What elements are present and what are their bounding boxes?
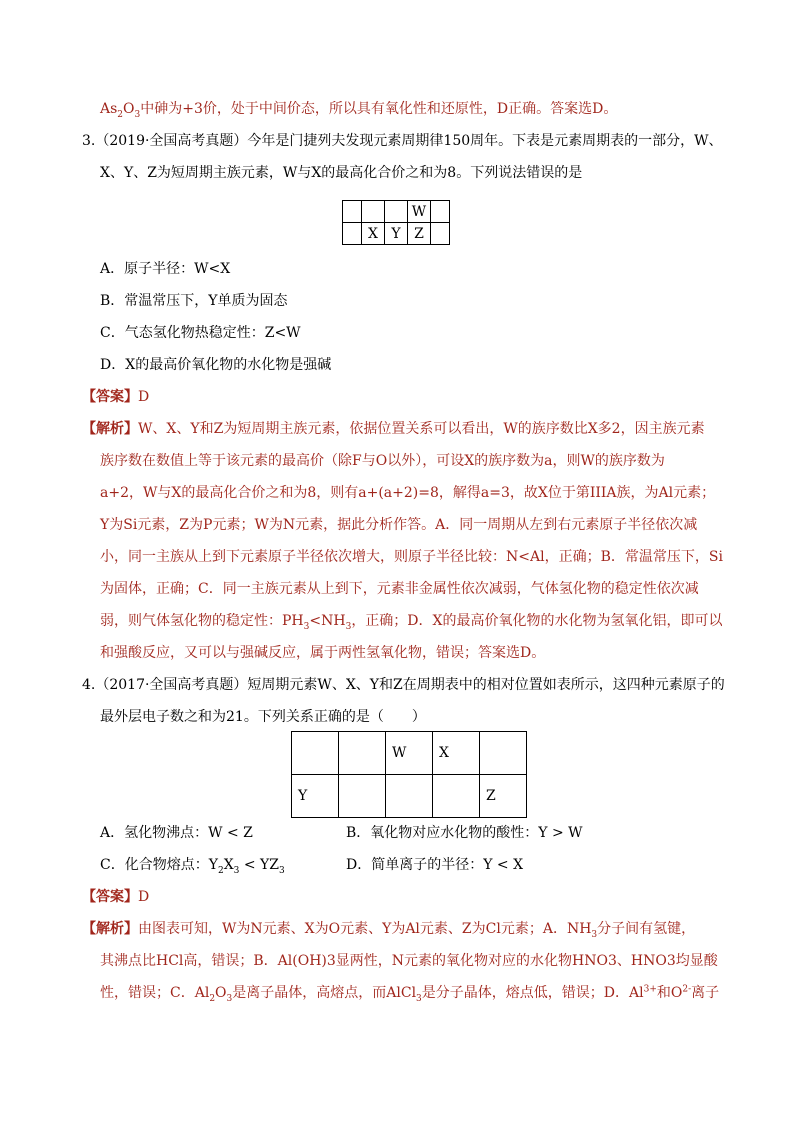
q4-cell bbox=[292, 732, 339, 775]
q3-answer bbox=[82, 386, 149, 408]
q3-cell-x: X bbox=[362, 223, 385, 245]
q3-cell bbox=[362, 201, 385, 223]
q4-option-d: D．简单离子的半径：Y < X bbox=[346, 857, 524, 873]
q4-cell-z: Z bbox=[480, 775, 527, 818]
q3-analysis-line-1: 【解析】W、X、Y和Z为短周期主族元素，依据位置关系可以看出，W的族序数比X多2，因主族元素 bbox=[82, 421, 705, 437]
q4-option-a: A．氢化物沸点：W < Z bbox=[100, 825, 253, 841]
answer-tag: 【答案】 bbox=[82, 389, 138, 405]
q3-cell bbox=[343, 201, 362, 223]
analysis-tag: 【解析】 bbox=[82, 921, 138, 937]
q3-cell-z: Z bbox=[408, 223, 431, 245]
q3-option-c: C．气态氢化物热稳定性：Z<W bbox=[100, 325, 301, 341]
q4-stem-line-1: 4.（2017·全国高考真题）短周期元素W、X、Y和Z在周期表中的相对位置如表所示，这四种元素原子的 bbox=[82, 677, 725, 693]
q3-cell bbox=[431, 201, 450, 223]
q3-periodic-table bbox=[342, 200, 450, 245]
q4-cell-w: W bbox=[386, 732, 433, 775]
prev-answer-line: $As_2O_3$中砷为+3价，处于中间价态，所以具有氧化性和还原性，D正确。答案选D。 bbox=[100, 101, 618, 120]
q3-analysis-line-6: 为固体，正确；C．同一主族元素从上到下，元素非金属性依次减弱，气体氢化物的稳定性依次减 bbox=[100, 581, 699, 597]
q4-cell bbox=[480, 732, 527, 775]
q4-option-c: C．化合物熔点：$Y_2X_3 < YZ_3$ bbox=[100, 857, 285, 876]
q4-cell bbox=[386, 775, 433, 818]
q4-analysis-line-2: 其沸点比HCl高，错误；B．Al(OH)3显两性，N元素的氧化物对应的水化物HNO3、HNO3均显酸 bbox=[100, 953, 718, 969]
q3-analysis-line-3: a+2，W与X的最高化合价之和为8，则有a+(a+2)=8，解得a=3，故X位于第IIIA族，为Al元素； bbox=[100, 485, 716, 501]
q3-cell-y: Y bbox=[385, 223, 408, 245]
q4-analysis-line-3: 性，错误；C．$Al_2O_3$是离子晶体，高熔点，而AlCl$_3$是分子晶体，熔点低，错误；D．$Al^{3+}$和$O^{2-}$离子 bbox=[100, 984, 720, 1004]
q4-option-b: B．氧化物对应水化物的酸性：Y > W bbox=[346, 825, 583, 841]
q4-cell-y: Y bbox=[292, 775, 339, 818]
q3-analysis-line-5: 小，同一主族从上到下元素原子半径依次增大，则原子半径比较：N<Al，正确；B．常温常压下，Si bbox=[100, 549, 723, 565]
q3-stem-line-1: 3.（2019·全国高考真题）今年是门捷列夫发现元素周期律150周年。下表是元素周期表的一部分，W、 bbox=[82, 133, 723, 149]
q3-option-d: D．X的最高价氧化物的水化物是强碱 bbox=[100, 357, 332, 373]
q3-cell bbox=[385, 201, 408, 223]
q3-analysis-line-7: 弱，则气体氢化物的稳定性：$PH_3<NH_3$，正确；D．X的最高价氧化物的水化物为氢氧化铝，即可以 bbox=[100, 613, 723, 632]
q3-cell bbox=[343, 223, 362, 245]
q4-cell bbox=[339, 732, 386, 775]
q3-option-a: A．原子半径：W<X bbox=[100, 261, 231, 277]
answer-value: D bbox=[138, 389, 150, 405]
q3-analysis-line-4: Y为Si元素，Z为P元素；W为N元素，据此分析作答。A．同一周期从左到右元素原子半径依次减 bbox=[100, 517, 698, 533]
q3-cell bbox=[431, 223, 450, 245]
q3-cell-w: W bbox=[408, 201, 431, 223]
q3-stem-line-2: X、Y、Z为短周期主族元素，W与X的最高化合价之和为8。下列说法错误的是 bbox=[100, 165, 583, 181]
q3-analysis-line-2: 族序数在数值上等于该元素的最高价（除F与O以外），可设X的族序数为a，则W的族序数为 bbox=[100, 453, 665, 469]
q4-cell bbox=[339, 775, 386, 818]
q4-cell-x: X bbox=[433, 732, 480, 775]
answer-value: D bbox=[138, 889, 150, 905]
q4-stem-line-2: 最外层电子数之和为21。下列关系正确的是（ ） bbox=[100, 709, 426, 725]
answer-tag: 【答案】 bbox=[82, 889, 138, 905]
q4-periodic-table bbox=[291, 731, 527, 818]
q4-answer bbox=[82, 886, 149, 908]
analysis-tag: 【解析】 bbox=[82, 421, 138, 437]
q3-option-b: B．常温常压下，Y单质为固态 bbox=[100, 293, 288, 309]
q4-cell bbox=[433, 775, 480, 818]
q3-analysis-line-8: 和强酸反应，又可以与强碱反应，属于两性氢氧化物，错误；答案选D。 bbox=[100, 645, 546, 661]
q4-analysis-line-1: 【解析】由图表可知，W为N元素、X为O元素、Y为Al元素、Z为Cl元素；A．$NH_3$分子间有氢键， bbox=[82, 921, 696, 940]
